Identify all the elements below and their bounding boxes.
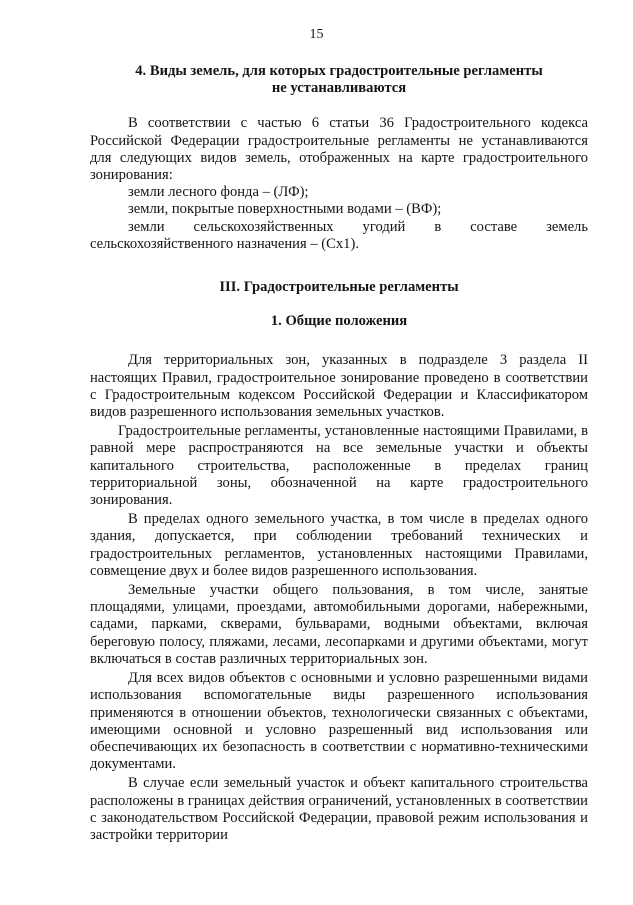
general-paragraph: Земельные участки общего пользования, в том числе, занятые площадями, улицами, проездами, автомобильными дорогами, набережными, садами, парками, скверами, бульварами, водными объектами, включая береговую полосу, пляжами, лесами, лесопарками и другими объектами, могут включаться в состав различных территориальных зон. [90,582,588,667]
general-paragraph: Градостроительные регламенты, установленные настоящими Правилами, в равной мере распространяются на все земельные участки и объекты капитального строительства, расположенные в пределах границ территориальной зоны, обозначенной на карте градостроительного зонирования. [90,423,588,509]
general-paragraph: В пределах одного земельного участка, в том числе в пределах одного здания, допускается, при соблюдении требований технических и градостроительных регламентов, установленных настоящими Правилами, совмещение двух и более видов разрешенного использования. [90,511,588,579]
part-3-heading: III. Градостроительные регламенты [219,279,459,296]
section-4-heading [90,63,588,97]
general-paragraph: Для всех видов объектов с основными и условно разрешенными видами использования вспомогательные виды разрешенного использования применяются в отношении объектов, технологически связанных с объектами, имеющими основной и условно разрешенный вид использования или обеспечивающих их безопасность в соответствии с нормативно-техническими документами. [90,670,588,773]
general-paragraph: Для территориальных зон, указанных в подразделе 3 раздела II настоящих Правил, градостроительное зонирование проведено в соответствии с Градостроительным кодексом Российской Федерации и Классификатором видов разрешенного использования земельных участков. [90,352,588,421]
section-4-heading-line-1: 4. Виды земель, для которых градостроительные регламенты [135,63,543,79]
section-1-heading: 1. Общие положения [270,313,408,330]
general-paragraph: В случае если земельный участок и объект капитального строительства расположены в границах действия ограничений, установленных в соответствии с законодательством Российской Федерации, правовой режим использования и застройки территории [90,775,588,843]
land-type-item: земли сельскохозяйственных угодий в составе земель сельскохозяйственного назначения – (Сх1). [90,218,588,252]
document-body [90,60,588,844]
section-4-intro: В соответствии с частью 6 статьи 36 Градостроительного кодекса Российской Федерации градостроительные регламенты не устанавливаются для следующих видов земель, отображенных на карте градостроительного зонирования: [90,115,588,184]
section-4-heading-line-2: не устанавливаются [271,80,407,97]
land-type-item: земли лесного фонда – (ЛФ); [128,184,309,201]
page-number: 15 [309,27,324,42]
land-type-item: земли, покрытые поверхностными водами – (ВФ); [128,201,442,218]
